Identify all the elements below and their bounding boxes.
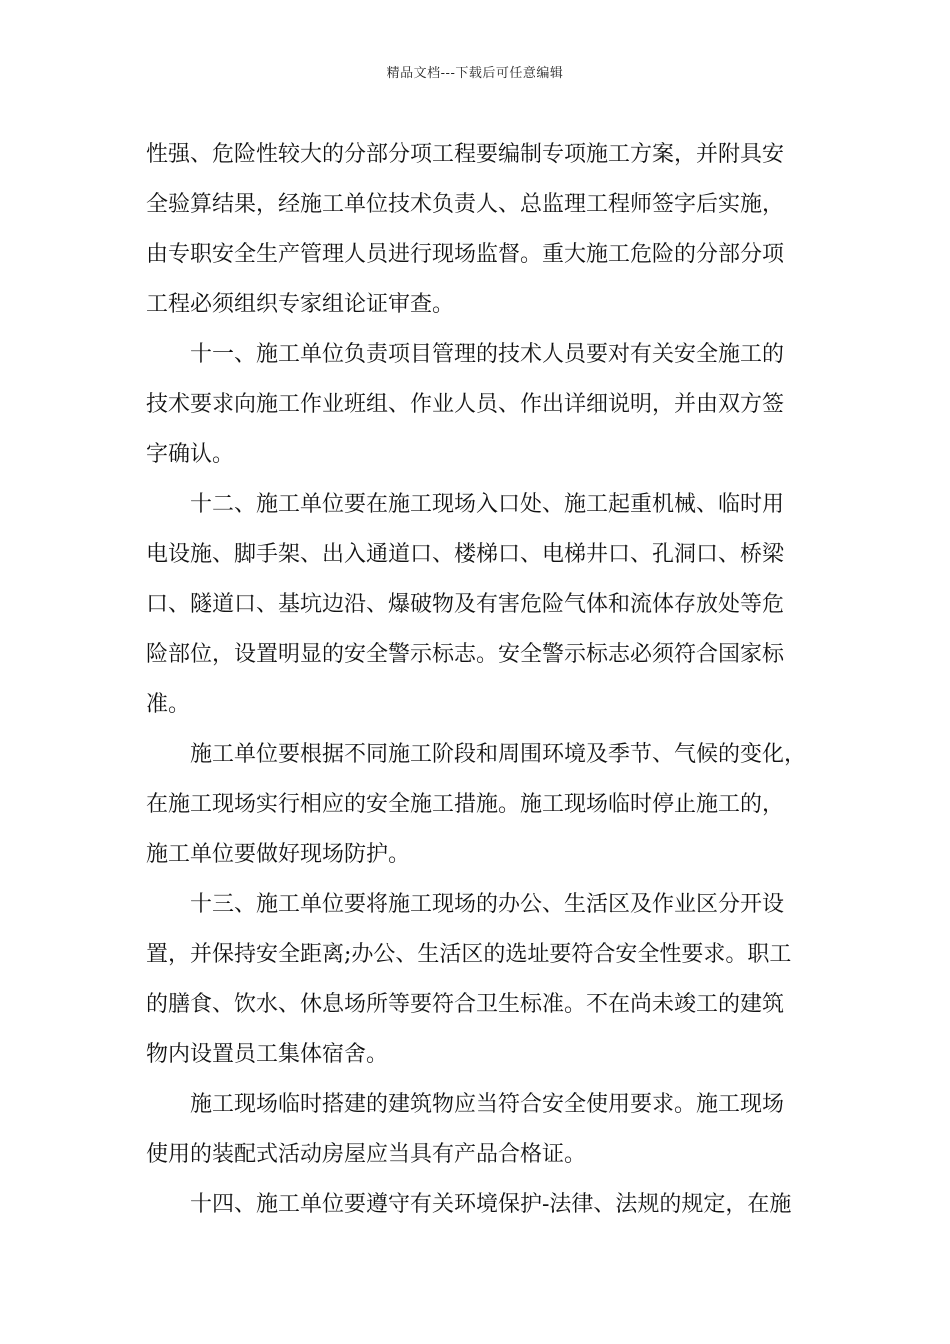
text-line: 工程必须组织专家组论证审查。 — [146, 292, 455, 317]
text-line: 险部位，设置明显的安全警示标志。安全警示标志必须符合国家标 — [146, 642, 785, 667]
text-line: 全验算结果，经施工单位技术负责人、总监理工程师签字后实施， — [146, 192, 785, 217]
text-line: 的膳食、饮水、休息场所等要符合卫生标准。不在尚未竣工的建筑 — [146, 992, 785, 1017]
text-line: 物内设置员工集体宿舍。 — [146, 1042, 389, 1067]
text-line: 口、隧道口、基坑边沿、爆破物及有害危险气体和流体存放处等危 — [146, 592, 785, 617]
text-line: 十三、施工单位要将施工现场的办公、生活区及作业区分开设 — [190, 892, 785, 917]
text-line: 施工单位要做好现场防护。 — [146, 842, 411, 867]
text-line: 准。 — [146, 692, 191, 717]
page-header: 精品文档---下载后可任意编辑 — [386, 66, 564, 81]
text-line: 施工现场临时搭建的建筑物应当符合安全使用要求。施工现场 — [190, 1092, 785, 1117]
text-line: 十一、施工单位负责项目管理的技术人员要对有关安全施工的 — [190, 342, 785, 367]
text-line: 置，并保持安全距离;办公、生活区的选址要符合安全性要求。职工 — [146, 942, 792, 967]
text-line: 字确认。 — [146, 442, 235, 467]
body-text — [146, 130, 810, 1230]
text-line: 施工单位要根据不同施工阶段和周围环境及季节、气候的变化， — [190, 742, 807, 767]
text-line: 由专职安全生产管理人员进行现场监督。重大施工危险的分部分项 — [146, 242, 785, 267]
text-line: 技术要求向施工作业班组、作业人员、作出详细说明，并由双方签 — [146, 392, 785, 417]
text-line: 电设施、脚手架、出入通道口、楼梯口、电梯井口、孔洞口、桥梁 — [146, 542, 785, 567]
text-line: 性强、危险性较大的分部分项工程要编制专项施工方案，并附具安 — [146, 142, 785, 167]
text-line: 使用的装配式活动房屋应当具有产品合格证。 — [146, 1142, 587, 1167]
text-line: 十四、施工单位要遵守有关环境保护-法律、法规的规定，在施 — [190, 1192, 792, 1217]
text-line: 在施工现场实行相应的安全施工措施。施工现场临时停止施工的， — [146, 792, 785, 817]
text-line: 十二、施工单位要在施工现场入口处、施工起重机械、临时用 — [190, 492, 785, 517]
